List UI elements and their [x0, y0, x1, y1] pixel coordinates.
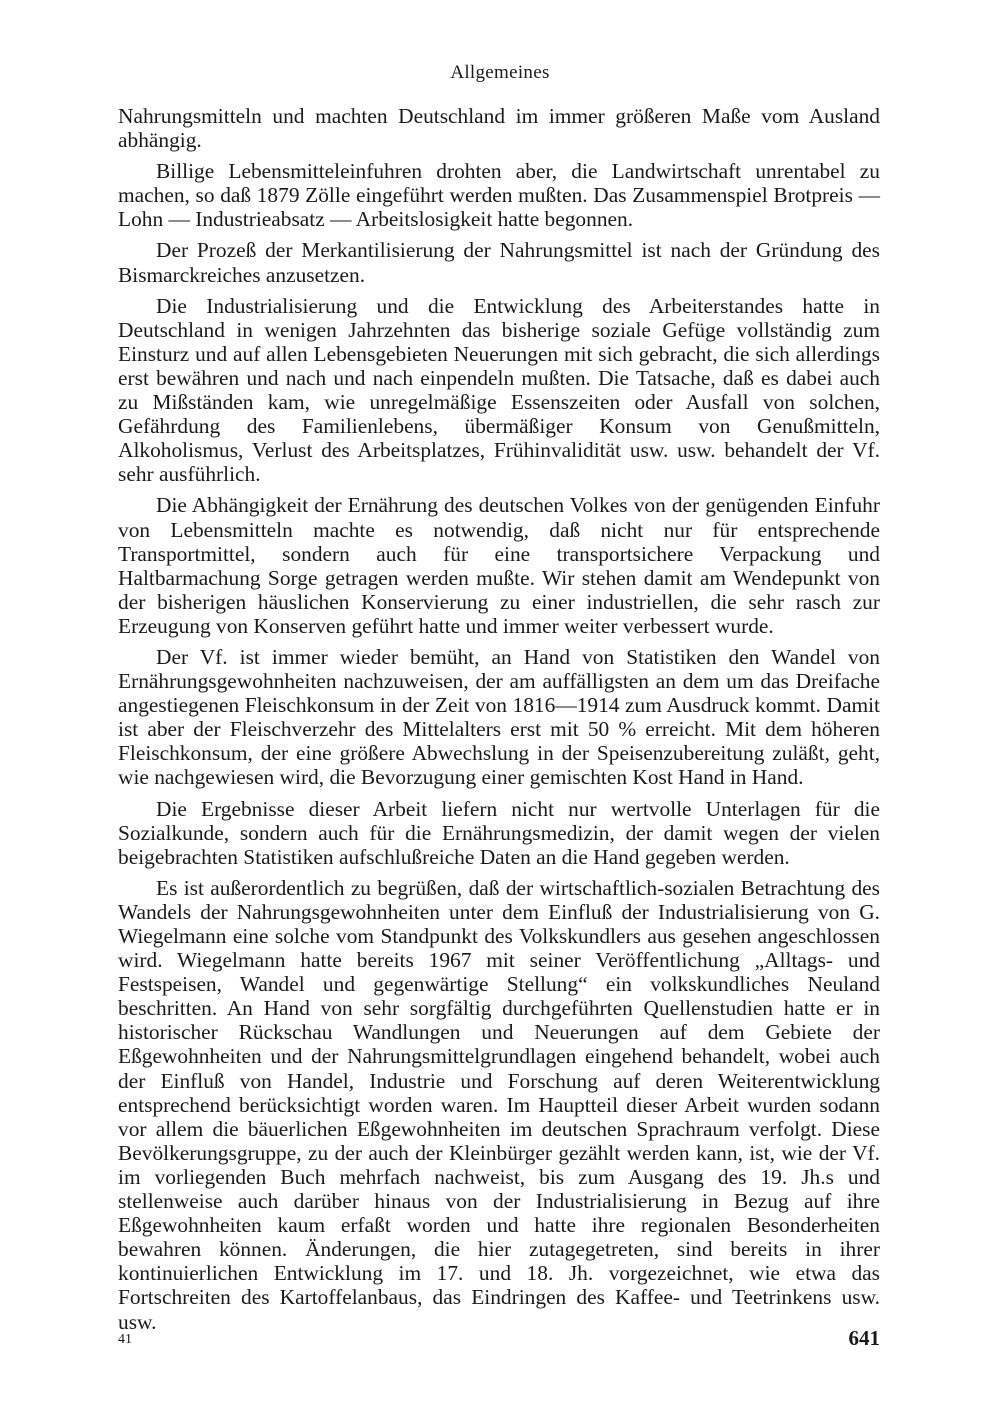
paragraph: Billige Lebensmitteleinfuhren drohten aber, die Landwirtschaft unrentabel zu machen, so daß 1879 Zölle eingeführt werden mußten. Das Zusammenspiel Brotpreis — Lohn — Industrieabsatz — Arbeitslosigkeit hatte begonnen.: [118, 159, 880, 232]
paragraph: Der Prozeß der Merkantilisierung der Nahrungsmittel ist nach der Gründung des Bismarckreiches anzusetzen.: [118, 238, 880, 287]
running-head: Allgemeines: [450, 62, 550, 83]
signature-mark: 41: [118, 1332, 132, 1347]
body-text: [118, 104, 880, 1341]
paragraph: Es ist außerordentlich zu begrüßen, daß der wirtschaftlich-sozialen Betrachtung des Wandels der Nahrungsgewohnheiten unter dem Einfluß der Industrialisierung von G. Wiegelmann eine solche vom Standpunkt des Volkskundlers aus gesehen angeschlossen wird. Wiegelmann hatte bereits 1967 mit seiner Veröffentlichung „Alltags- und Festspeisen, Wandel und gegenwärtige Stellung“ ein volkskundliches Neuland beschritten. An Hand von sehr sorgfältig durchgeführten Quellenstudien hatte er in historischer Rückschau Wandlungen und Neuerungen auf dem Gebiete der Eßgewohnheiten und der Nahrungsmittelgrundlagen eingehend behandelt, wobei auch der Einfluß von Handel, Industrie und Forschung auf deren Weiterentwicklung entsprechend berücksichtigt worden waren. Im Hauptteil dieser Arbeit wurden sodann vor allem die bäuerlichen Eßgewohnheiten im deutschen Sprachraum verfolgt. Diese Bevölkerungsgruppe, zu der auch der Kleinbürger gezählt werden kann, ist, wie der Vf. im vorliegenden Buch mehrfach nachweist, bis zum Ausgang des 19. Jh.s und stellenweise auch darüber hinaus von der Industrialisierung in Bezug auf ihre Eßgewohnheiten kaum erfaßt worden und hatte ihre regionalen Besonderheiten bewahren können. Änderungen, die hier zutagegetreten, sind bereits in ihrer kontinuierlichen Entwicklung im 17. und 18. Jh. vorgezeichnet, wie etwa das Fortschreiten des Kartoffelanbaus, das Eindringen des Kaffee- und Teetrinkens usw. usw.: [118, 875, 880, 1334]
paragraph: Die Industrialisierung und die Entwicklung des Arbeiterstandes hatte in Deutschland in wenigen Jahrzehnten das bisherige soziale Gefüge vollständig zum Einsturz und auf allen Lebensgebieten Neuerungen mit sich gebracht, die sich allerdings erst bewähren und nach und nach einpendeln mußten. Die Tatsache, daß es dabei auch zu Mißständen kam, wie unregelmäßige Essenszeiten oder Ausfall von solchen, Gefährdung des Familienlebens, übermäßiger Konsum von Genußmitteln, Alkoholismus, Verlust des Arbeitsplatzes, Frühinvalidität usw. usw. behandelt der Vf. sehr ausführlich.: [118, 293, 880, 487]
page-number: 641: [848, 1326, 880, 1350]
paragraph: Die Ergebnisse dieser Arbeit liefern nicht nur wertvolle Unterlagen für die Sozialkunde, sondern auch für die Ernährungsmedizin, der damit wegen der vielen beigebrachten Statistiken aufschlußreiche Daten an die Hand gegeben werden.: [118, 796, 880, 869]
paragraph-continuation: Nahrungsmitteln und machten Deutschland im immer größeren Maße vom Ausland abhängig.: [118, 104, 880, 153]
paragraph: Der Vf. ist immer wieder bemüht, an Hand von Statistiken den Wandel von Ernährungsgewohnheiten nachzuweisen, der am auffälligsten an dem um das Dreifache angestiegenen Fleischkonsum in der Zeit von 1816—1914 zum Ausdruck kommt. Damit ist aber der Fleischverzehr des Mittelalters erst mit 50 % erreicht. Mit dem höheren Fleischkonsum, der eine größere Abwechslung in der Speisenzubereitung zuläßt, geht, wie nachgewiesen wird, die Bevorzugung einer gemischten Kost Hand in Hand.: [118, 644, 880, 790]
paragraph: Die Abhängigkeit der Ernährung des deutschen Volkes von der genügenden Einfuhr von Lebensmitteln machte es notwendig, daß nicht nur für entsprechende Transportmittel, sondern auch für eine transportsichere Verpackung und Haltbarmachung Sorge getragen werden mußte. Wir stehen damit am Wendepunkt von der bisherigen häuslichen Konservierung zu einer industriellen, die sehr rasch zur Erzeugung von Konserven geführt hatte und immer weiter verbessert wurde.: [118, 493, 880, 638]
